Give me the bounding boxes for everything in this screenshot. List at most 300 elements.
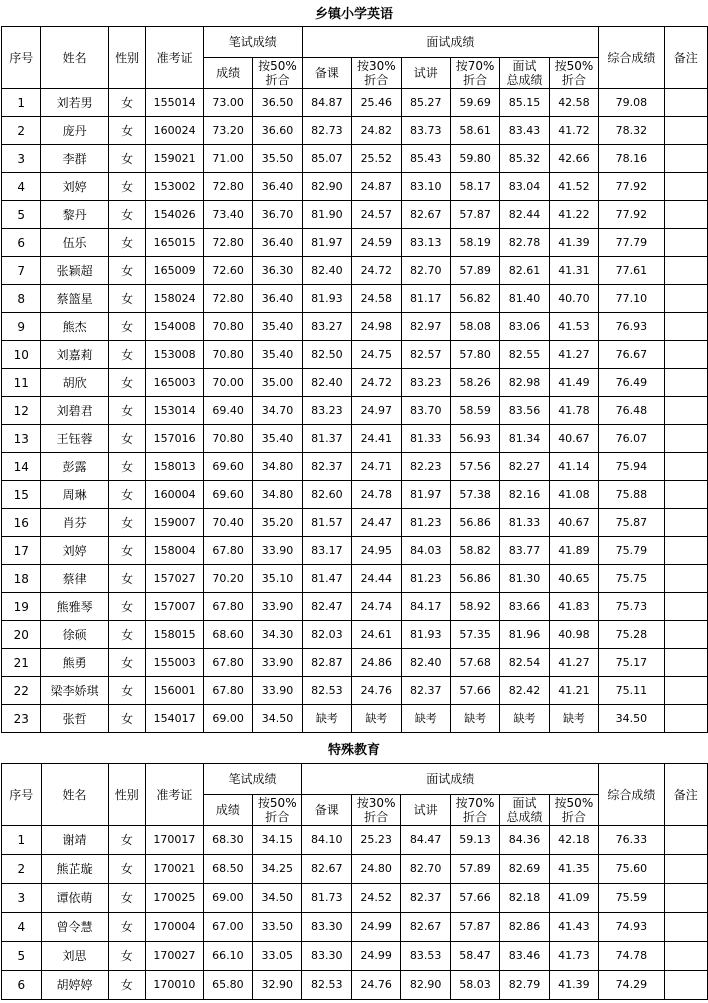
cell-exam-id: 160024	[146, 117, 203, 145]
cell-prep-30pct: 24.71	[352, 453, 401, 481]
cell-remark	[664, 537, 707, 565]
header-prep: 备课	[302, 795, 351, 826]
cell-gender: 女	[108, 173, 146, 201]
table-row	[2, 397, 708, 425]
cell-written-50pct: 36.30	[253, 257, 302, 285]
cell-interview-total: 82.79	[500, 971, 549, 1000]
cell-written-score: 70.20	[203, 565, 252, 593]
cell-gender: 女	[108, 537, 146, 565]
cell-remark	[664, 145, 707, 173]
cell-lecture-score: 81.97	[401, 481, 450, 509]
cell-lecture-score: 82.97	[401, 313, 450, 341]
header-composite: 综合成绩	[599, 764, 664, 826]
cell-prep-score: 82.53	[302, 971, 351, 1000]
cell-written-50pct: 34.50	[253, 705, 302, 733]
cell-interview-total: 85.15	[500, 89, 549, 117]
score-table-rural-english	[1, 26, 708, 733]
cell-interview-total: 82.55	[500, 341, 549, 369]
cell-name: 谭依萌	[41, 884, 108, 913]
header-row-1	[2, 764, 708, 795]
cell-exam-id: 153008	[146, 341, 203, 369]
cell-prep-score: 81.57	[302, 509, 351, 537]
cell-exam-id: 159007	[146, 509, 203, 537]
cell-seq: 5	[2, 201, 41, 229]
cell-lecture-score: 82.70	[401, 855, 450, 884]
cell-exam-id: 155003	[146, 649, 203, 677]
table-row	[2, 229, 708, 257]
cell-lecture-70pct: 56.86	[450, 509, 499, 537]
cell-written-50pct: 35.40	[253, 341, 302, 369]
cell-written-score: 67.00	[203, 913, 252, 942]
cell-lecture-score: 82.67	[401, 201, 450, 229]
header-prep-30pct-line1: 按30%	[356, 59, 396, 73]
cell-prep-score: 81.97	[302, 229, 351, 257]
header-lecture-70pct-line1: 按70%	[455, 796, 495, 810]
cell-lecture-score: 82.23	[401, 453, 450, 481]
header-prep-30pct	[351, 795, 400, 826]
cell-name: 刘若男	[41, 89, 108, 117]
cell-composite-score: 77.79	[599, 229, 664, 257]
cell-name: 谢靖	[41, 826, 108, 855]
cell-composite-score: 75.87	[599, 509, 664, 537]
cell-lecture-score: 82.37	[401, 884, 450, 913]
cell-written-50pct: 36.50	[253, 89, 302, 117]
cell-composite-score: 76.33	[599, 826, 664, 855]
cell-written-50pct: 34.30	[253, 621, 302, 649]
header-written-50pct-line2: 折合	[265, 810, 290, 824]
cell-gender: 女	[108, 971, 146, 1000]
header-prep-30pct-line2: 折合	[364, 73, 389, 87]
cell-written-50pct: 35.00	[253, 369, 302, 397]
cell-remark	[664, 971, 707, 1000]
cell-gender: 女	[108, 145, 146, 173]
cell-interview-total: 82.27	[500, 453, 549, 481]
header-gender: 性别	[108, 27, 146, 89]
cell-prep-30pct: 25.52	[352, 145, 401, 173]
cell-written-score: 68.50	[203, 855, 252, 884]
cell-interview-50pct: 42.58	[549, 89, 598, 117]
cell-written-score: 66.10	[203, 942, 252, 971]
header-written-50pct-line2: 折合	[265, 73, 290, 87]
cell-seq: 14	[2, 453, 41, 481]
cell-exam-id: 154008	[146, 313, 203, 341]
cell-written-50pct: 36.40	[253, 173, 302, 201]
cell-lecture-70pct: 57.87	[450, 201, 499, 229]
cell-written-50pct: 34.80	[253, 453, 302, 481]
cell-interview-total: 83.56	[500, 397, 549, 425]
cell-written-score: 69.60	[203, 481, 252, 509]
cell-interview-50pct: 41.14	[549, 453, 598, 481]
cell-seq: 23	[2, 705, 41, 733]
cell-interview-50pct: 缺考	[549, 705, 598, 733]
cell-composite-score: 76.93	[599, 313, 664, 341]
cell-exam-id: 170021	[146, 855, 204, 884]
cell-interview-50pct: 41.53	[549, 313, 598, 341]
cell-lecture-70pct: 57.87	[450, 913, 499, 942]
cell-lecture-70pct: 58.92	[450, 593, 499, 621]
cell-written-50pct: 35.50	[253, 145, 302, 173]
table-row	[2, 509, 708, 537]
cell-interview-50pct: 41.73	[549, 942, 598, 971]
cell-name: 熊芷璇	[41, 855, 108, 884]
header-lecture: 试讲	[401, 58, 450, 89]
cell-interview-50pct: 41.72	[549, 117, 598, 145]
table-row	[2, 826, 708, 855]
cell-written-50pct: 32.90	[253, 971, 302, 1000]
cell-interview-50pct: 41.09	[549, 884, 598, 913]
cell-prep-30pct: 25.46	[352, 89, 401, 117]
cell-exam-id: 170004	[146, 913, 204, 942]
cell-lecture-score: 85.43	[401, 145, 450, 173]
cell-seq: 21	[2, 649, 41, 677]
cell-composite-score: 78.32	[599, 117, 664, 145]
cell-composite-score: 74.93	[599, 913, 664, 942]
cell-name: 刘思	[41, 942, 108, 971]
cell-name: 胡欣	[41, 369, 108, 397]
cell-exam-id: 170017	[146, 826, 204, 855]
cell-written-score: 71.00	[203, 145, 252, 173]
table-row	[2, 89, 708, 117]
cell-lecture-score: 85.27	[401, 89, 450, 117]
cell-interview-50pct: 40.70	[549, 285, 598, 313]
cell-exam-id: 157007	[146, 593, 203, 621]
cell-prep-30pct: 24.44	[352, 565, 401, 593]
cell-prep-score: 缺考	[302, 705, 351, 733]
cell-gender: 女	[108, 593, 146, 621]
cell-prep-score: 82.47	[302, 593, 351, 621]
cell-exam-id: 153014	[146, 397, 203, 425]
cell-lecture-score: 82.37	[401, 677, 450, 705]
cell-interview-50pct: 41.52	[549, 173, 598, 201]
cell-composite-score: 79.08	[599, 89, 664, 117]
cell-written-score: 73.40	[203, 201, 252, 229]
cell-exam-id: 153002	[146, 173, 203, 201]
cell-interview-50pct: 41.35	[549, 855, 598, 884]
cell-written-score: 67.80	[203, 537, 252, 565]
cell-prep-score: 82.73	[302, 117, 351, 145]
cell-lecture-70pct: 57.38	[450, 481, 499, 509]
header-written-50pct-line1: 按50%	[257, 796, 297, 810]
cell-remark	[664, 397, 707, 425]
cell-remark	[664, 229, 707, 257]
cell-prep-score: 82.40	[302, 369, 351, 397]
cell-prep-score: 82.03	[302, 621, 351, 649]
cell-remark	[664, 855, 707, 884]
cell-remark	[664, 677, 707, 705]
cell-seq: 16	[2, 509, 41, 537]
cell-exam-id: 158004	[146, 537, 203, 565]
cell-written-score: 67.80	[203, 677, 252, 705]
cell-lecture-score: 82.70	[401, 257, 450, 285]
cell-prep-score: 83.30	[302, 913, 351, 942]
cell-seq: 18	[2, 565, 41, 593]
cell-remark	[664, 453, 707, 481]
cell-seq: 6	[2, 971, 42, 1000]
cell-exam-id: 170027	[146, 942, 204, 971]
cell-name: 黎丹	[41, 201, 108, 229]
cell-name: 熊雅琴	[41, 593, 108, 621]
cell-composite-score: 75.59	[599, 884, 664, 913]
cell-prep-score: 83.17	[302, 537, 351, 565]
cell-seq: 11	[2, 369, 41, 397]
cell-written-50pct: 33.90	[253, 593, 302, 621]
cell-seq: 10	[2, 341, 41, 369]
cell-lecture-70pct: 59.13	[450, 826, 499, 855]
cell-gender: 女	[108, 565, 146, 593]
cell-lecture-70pct: 56.93	[450, 425, 499, 453]
cell-prep-30pct: 24.87	[352, 173, 401, 201]
cell-lecture-score: 83.10	[401, 173, 450, 201]
cell-seq: 1	[2, 826, 42, 855]
cell-prep-score: 81.93	[302, 285, 351, 313]
cell-interview-total: 84.36	[500, 826, 549, 855]
cell-prep-30pct: 24.72	[352, 369, 401, 397]
table-row	[2, 913, 708, 942]
cell-prep-30pct: 24.47	[352, 509, 401, 537]
cell-name: 肖芬	[41, 509, 108, 537]
cell-name: 伍乐	[41, 229, 108, 257]
cell-lecture-score: 83.23	[401, 369, 450, 397]
cell-written-50pct: 35.40	[253, 313, 302, 341]
cell-lecture-70pct: 58.17	[450, 173, 499, 201]
cell-exam-id: 154026	[146, 201, 203, 229]
cell-seq: 13	[2, 425, 41, 453]
cell-written-50pct: 36.60	[253, 117, 302, 145]
header-row-1	[2, 27, 708, 58]
header-prep: 备课	[302, 58, 351, 89]
header-lecture-70pct-line2: 折合	[463, 73, 488, 87]
cell-prep-30pct: 24.76	[351, 971, 400, 1000]
header-interview-group: 面试成绩	[302, 27, 598, 58]
cell-lecture-score: 82.67	[401, 913, 450, 942]
cell-lecture-score: 84.17	[401, 593, 450, 621]
cell-lecture-70pct: 57.89	[450, 855, 499, 884]
cell-interview-50pct: 41.08	[549, 481, 598, 509]
table-row	[2, 425, 708, 453]
header-composite: 综合成绩	[599, 27, 664, 89]
cell-interview-total: 83.43	[500, 117, 549, 145]
cell-interview-total: 81.40	[500, 285, 549, 313]
score-table-special-education	[1, 763, 708, 1000]
cell-composite-score: 75.28	[599, 621, 664, 649]
cell-composite-score: 74.78	[599, 942, 664, 971]
cell-written-50pct: 35.40	[253, 425, 302, 453]
cell-interview-50pct: 41.31	[549, 257, 598, 285]
cell-exam-id: 165009	[146, 257, 203, 285]
cell-seq: 5	[2, 942, 42, 971]
cell-lecture-70pct: 58.59	[450, 397, 499, 425]
cell-lecture-score: 81.93	[401, 621, 450, 649]
cell-prep-30pct: 缺考	[352, 705, 401, 733]
header-interview-50pct	[549, 58, 598, 89]
cell-lecture-70pct: 57.66	[450, 677, 499, 705]
cell-written-score: 72.60	[203, 257, 252, 285]
cell-written-score: 70.40	[203, 509, 252, 537]
cell-lecture-70pct: 56.82	[450, 285, 499, 313]
header-interview-total-line1: 面试	[512, 59, 537, 73]
table-row	[2, 285, 708, 313]
cell-lecture-score: 81.23	[401, 565, 450, 593]
header-interview-50pct	[549, 795, 598, 826]
cell-interview-total: 82.42	[500, 677, 549, 705]
cell-written-50pct: 35.10	[253, 565, 302, 593]
cell-name: 熊杰	[41, 313, 108, 341]
cell-composite-score: 78.16	[599, 145, 664, 173]
table-row	[2, 884, 708, 913]
table-row	[2, 649, 708, 677]
cell-prep-30pct: 24.61	[352, 621, 401, 649]
header-prep-30pct-line1: 按30%	[356, 796, 396, 810]
cell-interview-50pct: 41.22	[549, 201, 598, 229]
cell-gender: 女	[108, 453, 146, 481]
cell-remark	[664, 593, 707, 621]
cell-name: 彭露	[41, 453, 108, 481]
cell-composite-score: 75.79	[599, 537, 664, 565]
table-row	[2, 593, 708, 621]
cell-composite-score: 76.48	[599, 397, 664, 425]
section-title-rural-english: 乡镇小学英语	[314, 7, 393, 22]
cell-interview-total: 81.96	[500, 621, 549, 649]
cell-written-50pct: 36.70	[253, 201, 302, 229]
cell-remark	[664, 705, 707, 733]
cell-written-50pct: 33.90	[253, 677, 302, 705]
header-remark: 备注	[664, 27, 707, 89]
cell-interview-total: 82.44	[500, 201, 549, 229]
cell-interview-50pct: 41.27	[549, 649, 598, 677]
cell-composite-score: 77.61	[599, 257, 664, 285]
cell-seq: 12	[2, 397, 41, 425]
cell-gender: 女	[108, 397, 146, 425]
cell-written-score: 72.80	[203, 173, 252, 201]
cell-prep-score: 82.87	[302, 649, 351, 677]
cell-gender: 女	[108, 649, 146, 677]
cell-prep-score: 81.37	[302, 425, 351, 453]
cell-composite-score: 76.07	[599, 425, 664, 453]
header-lecture-70pct-line2: 折合	[463, 810, 488, 824]
cell-written-score: 70.80	[203, 425, 252, 453]
cell-seq: 6	[2, 229, 41, 257]
table-row	[2, 537, 708, 565]
cell-composite-score: 75.75	[599, 565, 664, 593]
cell-remark	[664, 884, 707, 913]
cell-seq: 9	[2, 313, 41, 341]
cell-remark	[664, 89, 707, 117]
cell-gender: 女	[108, 705, 146, 733]
header-interview-50pct-line2: 折合	[561, 73, 586, 87]
cell-interview-total: 缺考	[500, 705, 549, 733]
cell-prep-30pct: 24.78	[352, 481, 401, 509]
cell-lecture-score: 82.57	[401, 341, 450, 369]
cell-remark	[664, 201, 707, 229]
cell-lecture-score: 83.13	[401, 229, 450, 257]
header-prep-30pct-line2: 折合	[364, 810, 389, 824]
cell-interview-total: 83.06	[500, 313, 549, 341]
header-lecture-70pct	[450, 795, 499, 826]
cell-name: 庞丹	[41, 117, 108, 145]
cell-written-50pct: 35.20	[253, 509, 302, 537]
cell-prep-30pct: 24.74	[352, 593, 401, 621]
cell-lecture-score: 81.17	[401, 285, 450, 313]
header-written-50pct	[253, 795, 302, 826]
cell-written-50pct: 34.50	[253, 884, 302, 913]
table-row	[2, 942, 708, 971]
cell-name: 周琳	[41, 481, 108, 509]
cell-interview-total: 82.98	[500, 369, 549, 397]
table-row	[2, 705, 708, 733]
cell-exam-id: 159021	[146, 145, 203, 173]
header-name: 姓名	[41, 764, 108, 826]
cell-seq: 4	[2, 913, 42, 942]
cell-interview-total: 82.18	[500, 884, 549, 913]
cell-written-score: 72.80	[203, 285, 252, 313]
cell-seq: 8	[2, 285, 41, 313]
cell-written-50pct: 33.90	[253, 537, 302, 565]
cell-interview-total: 81.33	[500, 509, 549, 537]
cell-prep-score: 82.37	[302, 453, 351, 481]
cell-interview-total: 83.77	[500, 537, 549, 565]
cell-remark	[664, 173, 707, 201]
header-written-score: 成绩	[203, 58, 252, 89]
cell-seq: 1	[2, 89, 41, 117]
cell-seq: 20	[2, 621, 41, 649]
cell-prep-30pct: 25.23	[351, 826, 400, 855]
cell-written-50pct: 36.40	[253, 285, 302, 313]
cell-interview-50pct: 41.39	[549, 971, 598, 1000]
cell-prep-score: 82.40	[302, 257, 351, 285]
header-interview-50pct-line1: 按50%	[554, 796, 594, 810]
cell-prep-30pct: 24.86	[352, 649, 401, 677]
cell-name: 熊勇	[41, 649, 108, 677]
table-row	[2, 313, 708, 341]
cell-written-50pct: 33.90	[253, 649, 302, 677]
cell-exam-id: 165015	[146, 229, 203, 257]
cell-interview-50pct: 41.83	[549, 593, 598, 621]
header-exam-id: 准考证	[146, 764, 204, 826]
cell-exam-id: 156001	[146, 677, 203, 705]
header-written-score: 成绩	[203, 795, 252, 826]
cell-name: 张颖超	[41, 257, 108, 285]
cell-composite-score: 77.92	[599, 201, 664, 229]
cell-interview-50pct: 40.98	[549, 621, 598, 649]
cell-written-score: 67.80	[203, 593, 252, 621]
cell-prep-30pct: 24.97	[352, 397, 401, 425]
cell-exam-id: 154017	[146, 705, 203, 733]
cell-prep-score: 82.50	[302, 341, 351, 369]
cell-gender: 女	[108, 341, 146, 369]
cell-lecture-score: 83.53	[401, 942, 450, 971]
cell-lecture-70pct: 57.89	[450, 257, 499, 285]
header-interview-total	[500, 58, 549, 89]
cell-prep-30pct: 24.82	[352, 117, 401, 145]
cell-lecture-70pct: 59.80	[450, 145, 499, 173]
cell-written-50pct: 34.15	[253, 826, 302, 855]
header-interview-group: 面试成绩	[302, 764, 599, 795]
cell-lecture-score: 84.47	[401, 826, 450, 855]
cell-gender: 女	[108, 257, 146, 285]
cell-composite-score: 75.94	[599, 453, 664, 481]
cell-prep-score: 83.27	[302, 313, 351, 341]
cell-lecture-70pct: 58.61	[450, 117, 499, 145]
header-interview-total-line2: 总成绩	[506, 810, 543, 824]
cell-prep-30pct: 24.57	[352, 201, 401, 229]
cell-remark	[664, 565, 707, 593]
header-lecture-70pct	[450, 58, 499, 89]
cell-interview-50pct: 40.67	[549, 425, 598, 453]
cell-prep-score: 84.10	[302, 826, 351, 855]
cell-remark	[664, 509, 707, 537]
table-row	[2, 201, 708, 229]
cell-prep-score: 83.23	[302, 397, 351, 425]
